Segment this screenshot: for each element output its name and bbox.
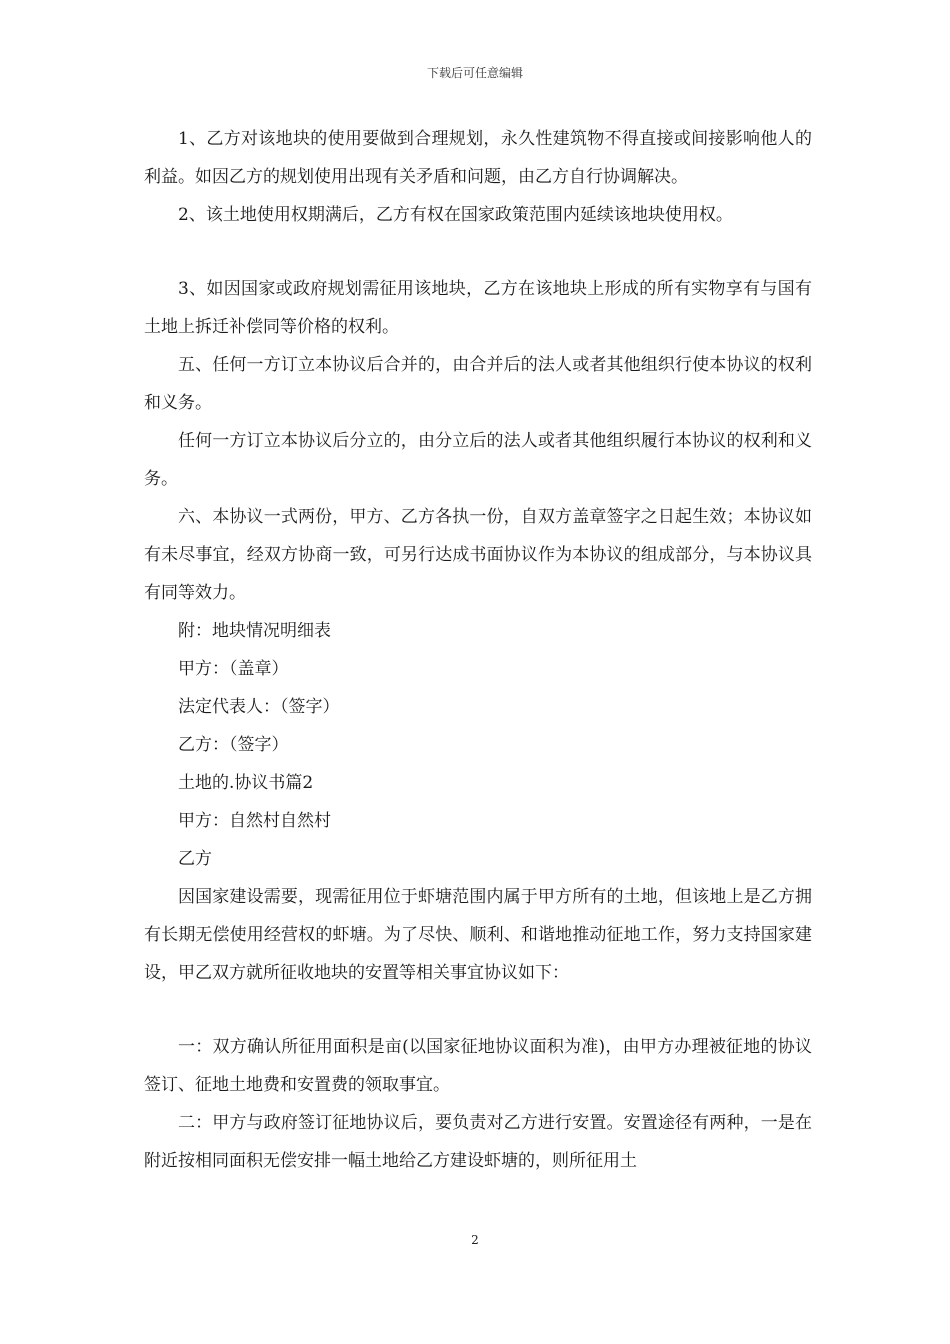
paragraph-party-a-seal: 甲方：（盖章） (178, 659, 289, 679)
paragraph-gap (144, 992, 812, 1028)
paragraph-agreement-title-2: 土地的.协议书篇2 (178, 773, 314, 793)
paragraph-preamble: 因国家建设需要，现需征用位于虾塘范围内属于甲方所有的土地，但该地上是乙方拥有长期无偿使用经营权的虾塘。为了尽快、顺利、和谐地推动征地工作，努力支持国家建设，甲乙双方就所征收地块的安置等相关事宜协议如下： (144, 887, 812, 983)
paragraph-section-5-split: 任何一方订立本协议后分立的，由分立后的法人或者其他组织履行本协议的权利和义务。 (144, 431, 812, 489)
paragraph-gap (144, 234, 812, 270)
paragraph-section-5-merge: 五、任何一方订立本协议后合并的，由合并后的法人或者其他组织行使本协议的权利和义务。 (144, 355, 812, 413)
paragraph-article-2: 二：甲方与政府签订征地协议后，要负责对乙方进行安置。安置途径有两种，一是在附近按相同面积无偿安排一幅土地给乙方建设虾塘的，则所征用土 (144, 1113, 812, 1171)
paragraph-party-b: 乙方 (178, 849, 212, 869)
paragraph-legal-representative: 法定代表人：（签字） (178, 697, 340, 717)
page-number: 2 (471, 1233, 479, 1247)
paragraph-section-6: 六、本协议一式两份，甲方、乙方各执一份，自双方盖章签字之日起生效；本协议如有未尽事宜，经双方协商一致，可另行达成书面协议作为本协议的组成部分，与本协议具有同等效力。 (144, 507, 812, 603)
page-header: 下载后可任意编辑 (426, 66, 523, 80)
paragraph-party-a: 甲方：自然村自然村 (178, 811, 331, 831)
paragraph-attachment: 附：地块情况明细表 (178, 621, 331, 641)
paragraph-article-1: 一：双方确认所征用面积是亩(以国家征地协议面积为准)，由甲方办理被征地的协议签订、征地土地费和安置费的领取事宜。 (144, 1037, 812, 1095)
paragraph-clause-2: 2、该土地使用权期满后，乙方有权在国家政策范围内延续该地块使用权。 (178, 205, 733, 225)
paragraph-clause-3: 3、如因国家或政府规划需征用该地块，乙方在该地块上形成的所有实物享有与国有土地上拆迁补偿同等价格的权利。 (144, 279, 812, 337)
document-body (144, 120, 812, 1180)
paragraph-party-b-signature: 乙方：（签字） (178, 735, 289, 755)
paragraph-clause-1: 1、乙方对该地块的使用要做到合理规划，永久性建筑物不得直接或间接影响他人的利益。如因乙方的规划使用出现有关矛盾和问题，由乙方自行协调解决。 (144, 129, 812, 187)
